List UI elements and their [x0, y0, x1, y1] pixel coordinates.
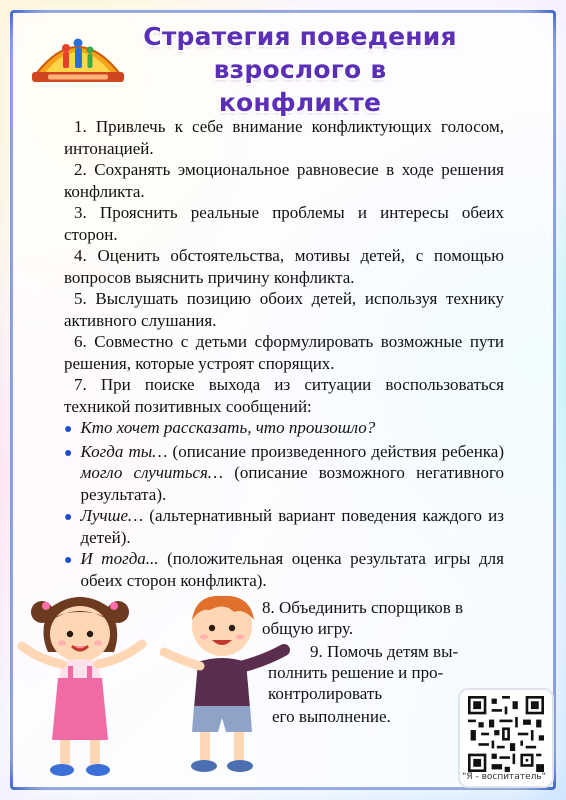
- bullet-dot-icon: ●: [64, 445, 73, 461]
- bullet-italic: И тогда...: [80, 549, 159, 568]
- bullet-italic: Лучше…: [80, 506, 144, 525]
- list-item-9-line-3: контролировать: [268, 684, 383, 703]
- list-item-4: 4. Оценить обстоятельства, мотивы детей, с помощью вопросов выяснить причину конфликта.: [64, 246, 504, 287]
- qr-code-icon: [468, 696, 544, 772]
- title-line-2: взрослого в конфликте: [213, 55, 387, 117]
- bullet-plain: (альтернативный вариант поведения каждого из детей).: [80, 506, 504, 547]
- bullet-plain: (положительная оценка результата игры для обеих сторон конфликта).: [80, 549, 504, 590]
- bullet-dot-icon: ●: [64, 422, 73, 437]
- list-item-7: 7. При поиске выхода из ситуации воспользоваться техникой позитивных сообщений:: [64, 375, 504, 416]
- bullet-italic: Когда ты…: [80, 441, 168, 461]
- list-item-6: 6. Совместно с детьми сформулировать возможные пути решения, которые устроят спорящих.: [64, 332, 504, 373]
- bullet-text: Кто хочет рассказать, что произошло?: [80, 418, 376, 437]
- qr-caption: "Я - воспитатель": [462, 772, 546, 782]
- page-title: [130, 20, 470, 119]
- bullet-plain: (описание произведенного действия ребенка): [167, 441, 505, 461]
- bullet-text: [80, 441, 504, 506]
- list-item-9-line-2: полнить решение и про-: [268, 663, 444, 682]
- list-item-1: 1. Привлечь к себе внимание конфликтующих голосом, интонацией.: [64, 117, 504, 158]
- bullet-italic: могло случиться…: [80, 463, 223, 482]
- list-item-9-line-4: его выполнение.: [272, 707, 391, 726]
- list-item-9-line-1: 9. Помочь детям вы-: [310, 642, 459, 661]
- bullet-item-1: [64, 417, 504, 441]
- bullet-item-2: [64, 441, 504, 506]
- list-item-3: 3. Прояснить реальные проблемы и интересы обеих сторон.: [64, 203, 504, 244]
- strategy-list: [64, 116, 504, 591]
- list-item-2: 2. Сохранять эмоциональное равновесие в ходе решения конфликта.: [64, 160, 504, 201]
- bullet-dot-icon: ●: [64, 510, 73, 525]
- list-item-8: 8. Объединить спорщиков в общую игру.: [262, 598, 464, 638]
- girl-illustration-icon: [10, 590, 160, 780]
- bullet-text: [80, 505, 504, 548]
- list-item-5: 5. Выслушать позицию обоих детей, используя технику активного слушания.: [64, 289, 504, 330]
- bullet-plain: (описание возможного негативного результата).: [80, 463, 504, 504]
- bullet-item-4: [64, 548, 504, 591]
- boy-illustration-icon: [160, 590, 290, 780]
- title-line-1: Стратегия поведения: [143, 22, 457, 51]
- bullet-text: [80, 548, 504, 591]
- bullet-dot-icon: ●: [64, 553, 73, 568]
- family-house-logo-icon: [26, 26, 130, 88]
- bullet-item-3: [64, 505, 504, 548]
